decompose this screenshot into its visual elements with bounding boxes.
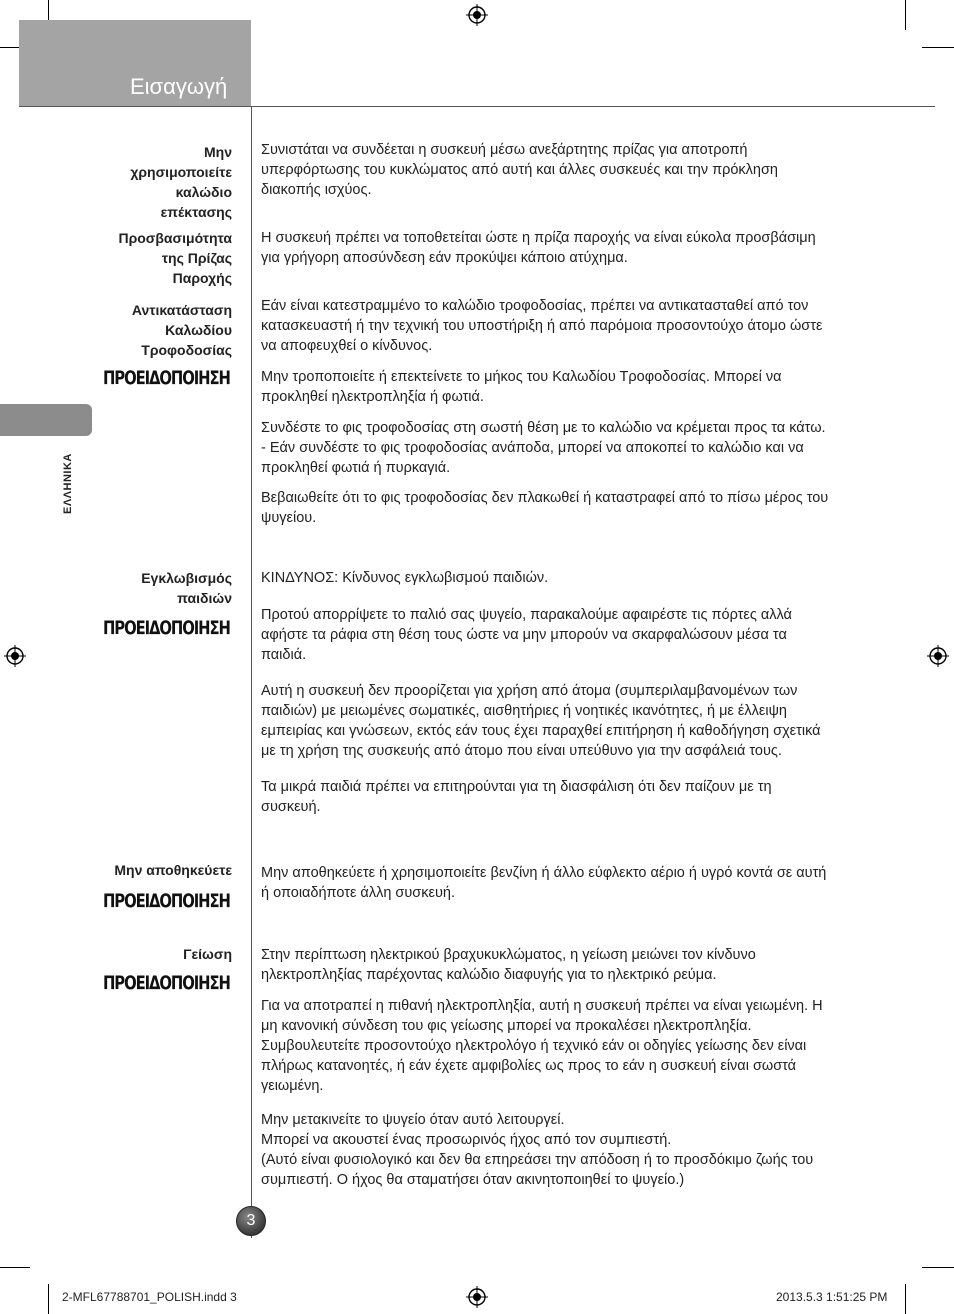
section-label-replacement: Αντικατάσταση Καλωδίου Τροφοδοσίας: [131, 302, 232, 358]
registration-mark-icon: [466, 4, 488, 26]
language-label: ΕΛΛΗΝΙΚΑ: [62, 453, 74, 514]
paragraph: Συνδέστε το φις τροφοδοσίας στη σωστή θέση με το καλώδιο να κρέμεται προς τα κάτω. - Εάν συνδέστε το φις τροφοδοσίας ανάποδα, μπορεί να αποκοπεί το καλώδιο και να προκληθεί φωτιά ή πυρκαγιά.: [261, 420, 826, 476]
warning-label: ΠΡΟΕΙΔΟΠΟΙΗΣΗ: [103, 890, 230, 912]
warning-badge: [100, 615, 234, 641]
warning-badge: [100, 365, 234, 391]
section-label-grounding: Γείωση: [183, 946, 232, 962]
crop-mark: [922, 47, 954, 48]
paragraph: ΚΙΝΔΥΝΟΣ: Κίνδυνος εγκλωβισμού παιδιών.: [261, 570, 549, 586]
column-divider: [251, 106, 252, 1238]
paragraph: Για να αποτραπεί η πιθανή ηλεκτροπληξία, αυτή η συσκευή πρέπει να είναι γειωμένη. Η μη κανονική σύνδεση του φις γείωσης μπορεί να προκαλέσει ηλεκτροπληξία. Συμβουλευτείτε προσοντούχο ηλεκτρολόγο ή τεχνικό εάν οι οδηγίες γείωσης δεν είναι πλήρως κατανοητές, ή εάν έχετε αμφιβολίες ως προς το εάν η συσκευή είναι σωστά γειωμένη.: [261, 998, 823, 1094]
paragraph: Προτού απορρίψετε το παλιό σας ψυγείο, παρακαλούμε αφαιρέστε τις πόρτες αλλά αφήστε τα ράφια στη θέση τους ώστε να μην μπορούν να σκαρφαλώσουν μέσα τα παιδιά.: [261, 607, 792, 663]
warning-label: ΠΡΟΕΙΔΟΠΟΙΗΣΗ: [103, 972, 230, 994]
section-label-accessibility: Προσβασιμότητα της Πρίζας Παροχής: [118, 230, 232, 286]
crop-mark: [905, 0, 906, 30]
page-number: 3: [236, 1206, 266, 1236]
section-label-extension: Μην χρησιμοποιείτε καλώδιο επέκτασης: [130, 144, 232, 220]
crop-mark: [905, 1284, 906, 1314]
paragraph: Η συσκευή πρέπει να τοποθετείται ώστε η πρίζα παροχής να είναι εύκολα προσβάσιμη για γρήγορη αποσύνδεση εάν προκύψει κάποιο ατύχημα.: [261, 230, 816, 266]
paragraph: Εάν είναι κατεστραμμένο το καλώδιο τροφοδοσίας, πρέπει να αντικατασταθεί από τον κατασκευαστή ή την τεχνική του υποστήριξη ή από παρόμοια προσοντούχο άτομο ώστε να αποφευχθεί ο κίνδυνος.: [261, 298, 823, 354]
registration-mark-icon: [466, 1286, 488, 1308]
footer-timestamp: 2013.5.3 1:51:25 PM: [776, 1290, 888, 1304]
paragraph: Τα μικρά παιδιά πρέπει να επιτηρούνται για τη διασφάλιση ότι δεν παίζουν με τη συσκευή.: [261, 779, 772, 815]
paragraph: Βεβαιωθείτε ότι το φις τροφοδοσίας δεν πλακωθεί ή καταστραφεί από το πίσω μέρος του ψυγείου.: [261, 490, 829, 526]
page-title: Εισαγωγή: [130, 74, 228, 99]
section-label-children: Εγκλωβισμός παιδιών: [141, 570, 232, 606]
section-label-storage: Μην αποθηκεύετε: [114, 862, 232, 878]
paragraph: Μην αποθηκεύετε ή χρησιμοποιείτε βενζίνη ή άλλο εύφλεκτο αέριο ή υγρό κοντά σε αυτή ή οποιαδήποτε άλλη συσκευή.: [261, 865, 827, 901]
registration-mark-icon: [4, 645, 26, 667]
header-rule: [19, 106, 935, 107]
registration-mark-icon: [927, 645, 949, 667]
crop-mark: [922, 1267, 954, 1268]
paragraph: Συνιστάται να συνδέεται η συσκευή μέσω ανεξάρτητης πρίζας για αποτροπή υπερφόρτωσης του κυκλώματος από αυτή και άλλες συσκευές και την πρόκληση διακοπής ισχύος.: [261, 142, 779, 198]
paragraph: Αυτή η συσκευή δεν προορίζεται για χρήση από άτομα (συμπεριλαμβανομένων των παιδιών) με μειωμένες σωματικές, αισθητήριες ή νοητικές ικανότητες, ή με έλλειψη εμπειρίας και γνώσεων, εκτός εάν τους έχει παραχθεί επιτήρηση ή καθοδήγηση σχετικά με τη χρήση της συσκευής από άτομο που είναι υπεύθυνο για την ασφάλειά τους.: [261, 683, 821, 759]
crop-mark: [48, 1284, 49, 1314]
paragraph: Μην τροποποιείτε ή επεκτείνετε το μήκος του Καλωδίου Τροφοδοσίας. Μπορεί να προκληθεί ηλεκτροπληξία ή φωτιά.: [261, 369, 782, 405]
footer-file: 2-MFL67788701_POLISH.indd 3: [62, 1290, 237, 1304]
crop-mark: [0, 1267, 30, 1268]
paragraph: Στην περίπτωση ηλεκτρικού βραχυκυκλώματος, η γείωση μειώνει τον κίνδυνο ηλεκτροπληξίας παρέχοντας καλώδιο διαφυγής για το ηλεκτρικό ρεύμα.: [261, 947, 756, 983]
paragraph: Μην μετακινείτε το ψυγείο όταν αυτό λειτουργεί. Μπορεί να ακουστεί ένας προσωρινός ήχος από τον συμπιεστή. (Αυτό είναι φυσιολογικό και δεν θα επηρεάσει την απόδοση ή το προσδόκιμο ζωής του συμπιεστή. Ο ήχος θα σταματήσει όταν ακινητοποιηθεί το ψυγείο.): [261, 1112, 814, 1188]
language-tab: [0, 404, 92, 436]
warning-label: ΠΡΟΕΙΔΟΠΟΙΗΣΗ: [103, 617, 230, 639]
warning-badge: [100, 888, 234, 914]
warning-badge: [100, 970, 234, 996]
warning-label: ΠΡΟΕΙΔΟΠΟΙΗΣΗ: [103, 367, 230, 389]
